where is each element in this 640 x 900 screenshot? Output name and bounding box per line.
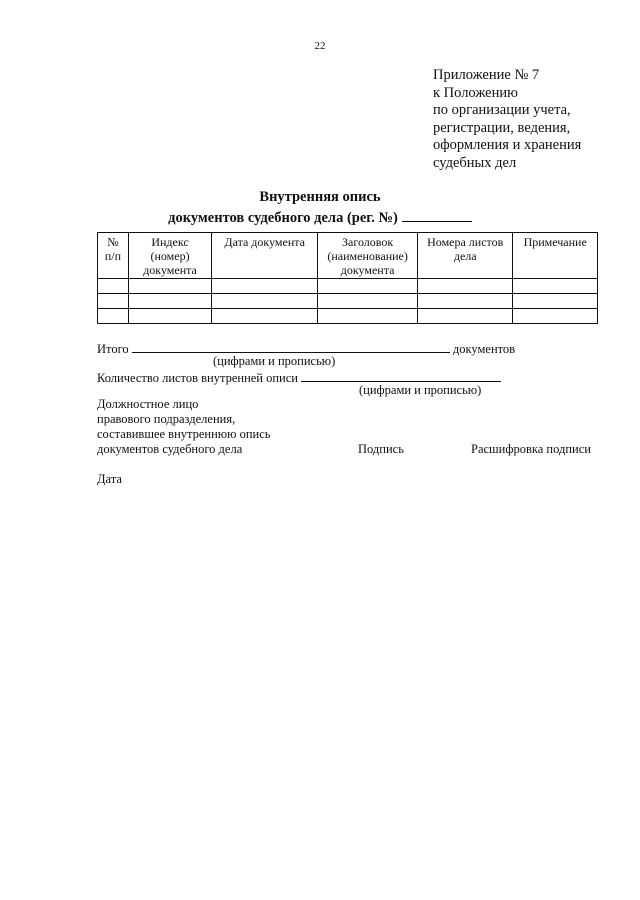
total-hint: (цифрами и прописью): [213, 354, 336, 368]
registration-number-blank: [402, 207, 472, 222]
header-index: Индекс (номер) документа: [128, 233, 211, 279]
header-number: № п/п: [98, 233, 129, 279]
table-row: [98, 294, 598, 309]
total-label: Итого: [97, 342, 129, 356]
table-row: [98, 279, 598, 294]
sheets-blank: [301, 369, 501, 382]
appendix-line: оформления и хранения: [433, 137, 582, 153]
appendix-line: по организации учета,: [433, 102, 571, 118]
official-line: документов судебного дела: [97, 442, 243, 456]
total-blank: [132, 340, 450, 353]
appendix-line: к Положению: [433, 84, 518, 101]
title-line-2: [0, 207, 640, 228]
official-line: Должностное лицо: [97, 397, 199, 411]
title-line-2-text: документов судебного дела (рег. №): [168, 210, 398, 226]
appendix-line: судебных дел: [433, 154, 517, 171]
header-note: Примечание: [513, 233, 598, 279]
official-line: составившее внутреннюю опись: [97, 427, 271, 441]
table-row: [98, 309, 598, 324]
inventory-table: [97, 232, 598, 324]
document-title: [0, 188, 640, 228]
official-block: [97, 397, 270, 457]
appendix-line: регистрации, ведения,: [433, 119, 571, 136]
date-label: Дата: [97, 472, 122, 486]
sheets-label: Количество листов внутренней описи: [97, 371, 298, 385]
header-heading: Заголовок (наименование) документа: [318, 233, 418, 279]
header-sheet-numbers: Номера листов дела: [418, 233, 513, 279]
page-number: 22: [314, 40, 326, 52]
title-line-1: Внутренняя опись: [259, 189, 381, 205]
table-header-row: [98, 233, 598, 279]
total-suffix: документов: [452, 342, 516, 356]
header-date: Дата документа: [212, 233, 318, 279]
appendix-block: [433, 67, 633, 172]
official-line: правового подразделения,: [97, 412, 236, 426]
appendix-line: Приложение № 7: [433, 67, 540, 83]
signature-label: Подпись: [358, 442, 404, 456]
signature-decoding-label: Расшифровка подписи: [471, 442, 591, 456]
sheets-hint: (цифрами и прописью): [359, 383, 482, 397]
